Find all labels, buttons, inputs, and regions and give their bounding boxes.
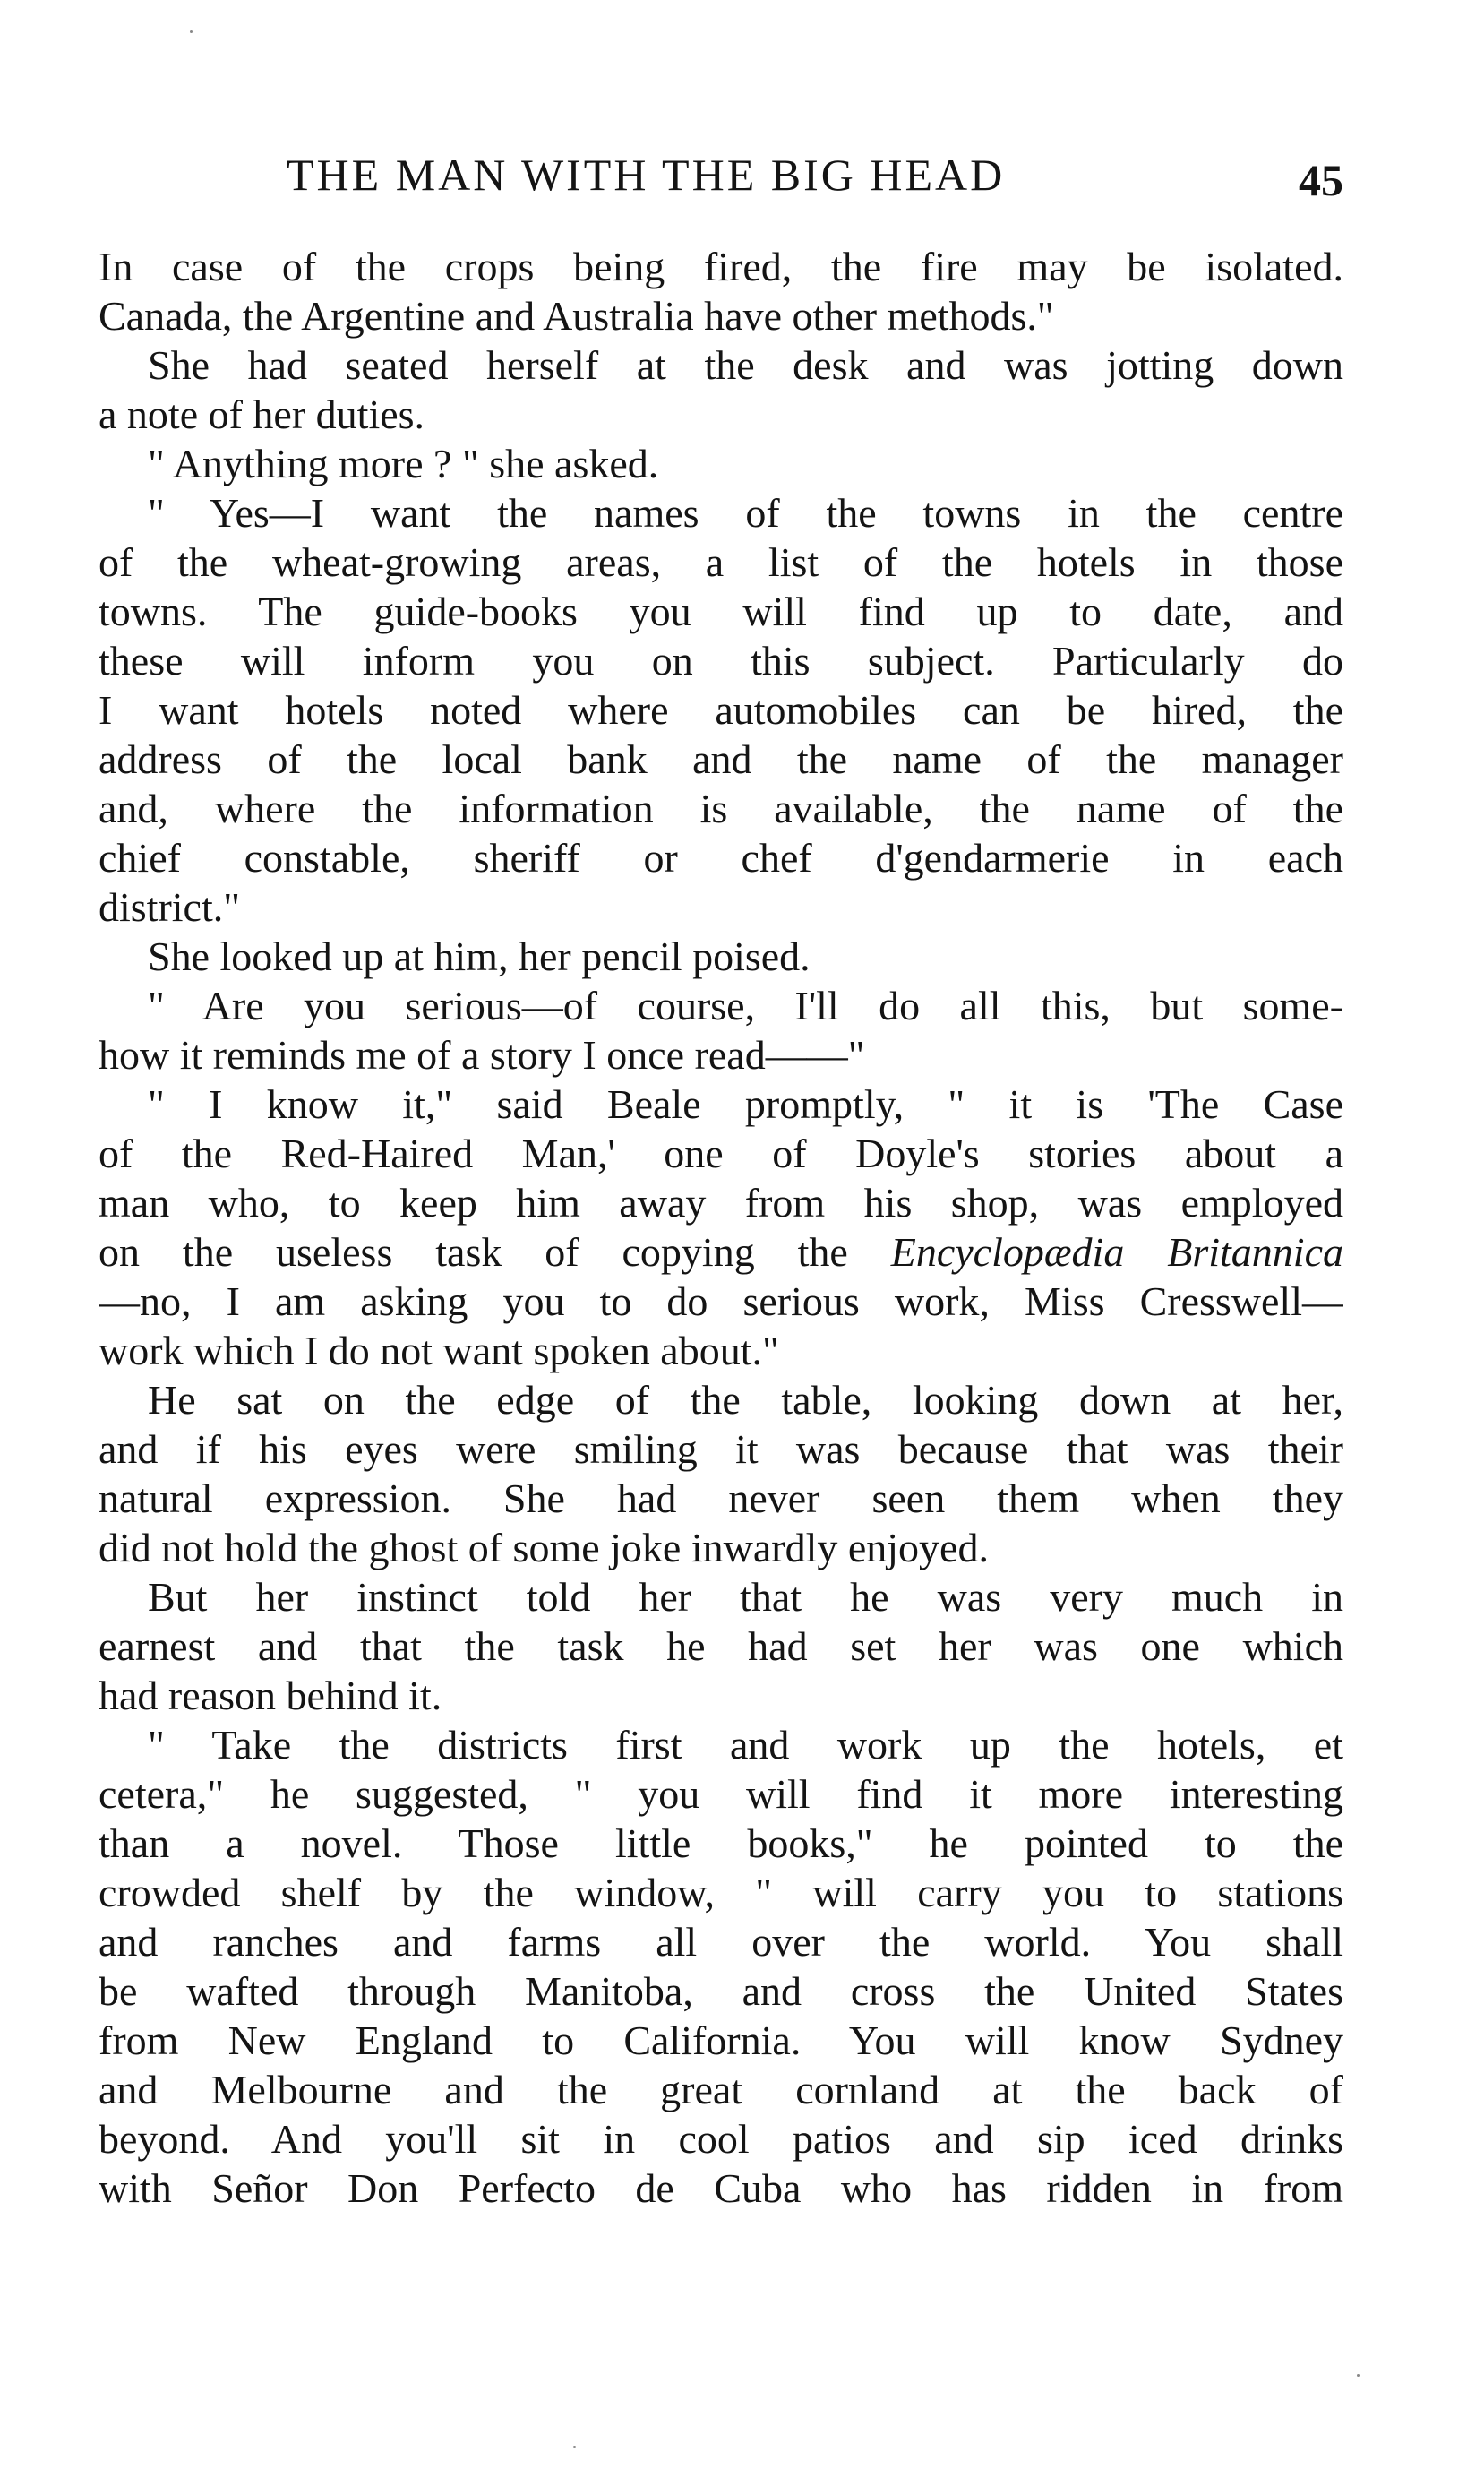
text-line <box>99 1277 1343 1326</box>
text-line-content: than a novel. Those little books," he pointed to the <box>99 1820 1343 1866</box>
text-line-content: from New England to California. You will know Sydney <box>99 2017 1343 2063</box>
text-line <box>99 1375 1343 1424</box>
text-line <box>99 1720 1343 1769</box>
text-line <box>99 587 1343 636</box>
text-line-content: of the Red-Haired Man,' one of Doyle's stories about a <box>99 1131 1343 1176</box>
text-line <box>99 833 1343 882</box>
text-line-content: work which I do not want spoken about." <box>99 1328 779 1373</box>
text-line <box>99 1424 1343 1474</box>
text-line <box>99 538 1343 587</box>
text-line-content: —no, I am asking you to do serious work, Miss Cresswell— <box>99 1278 1343 1324</box>
text-line <box>99 1030 1343 1080</box>
italic-title: Encyclopædia Britannica <box>890 1229 1343 1275</box>
text-line <box>99 1621 1343 1671</box>
text-line-content: towns. The guide-books you will find up to date, and <box>99 589 1343 634</box>
text-line-content: He sat on the edge of the table, looking down at her, <box>148 1377 1343 1423</box>
text-line <box>99 439 1343 488</box>
running-header <box>99 143 1343 206</box>
text-line <box>99 1572 1343 1621</box>
text-line-content: She looked up at him, her pencil poised. <box>148 933 811 979</box>
text-line <box>99 1671 1343 1720</box>
text-line-content: and if his eyes were smiling it was because that was their <box>99 1426 1343 1472</box>
text-line-content: did not hold the ghost of some joke inwardly enjoyed. <box>99 1525 989 1570</box>
text-line-content: natural expression. She had never seen them when they <box>99 1475 1343 1521</box>
text-line-content: earnest and that the task he had set her was one which <box>99 1623 1343 1669</box>
text-line-content: had reason behind it. <box>99 1673 442 1718</box>
text-line <box>99 1523 1343 1572</box>
text-line-content: She had seated herself at the desk and was jotting down <box>148 342 1343 388</box>
text-line-content: cetera," he suggested, " you will find it more interesting <box>99 1771 1343 1817</box>
text-line-content: In case of the crops being fired, the fire may be isolated. <box>99 244 1343 289</box>
text-line-content: Canada, the Argentine and Australia have other methods." <box>99 293 1054 339</box>
text-line <box>99 1178 1343 1227</box>
text-line <box>99 882 1343 932</box>
text-line <box>99 1326 1343 1375</box>
text-line <box>99 784 1343 833</box>
text-line-content: " Anything more ? " she asked. <box>148 441 659 486</box>
text-line-content: these will inform you on this subject. Particularly do <box>99 638 1343 684</box>
text-line <box>99 1917 1343 1966</box>
text-line-content: " Yes—I want the names of the towns in the centre <box>148 490 1343 536</box>
text-line-content: " Are you serious—of course, I'll do all this, but some- <box>148 983 1343 1028</box>
text-line-content: be wafted through Manitoba, and cross the United States <box>99 1968 1343 2014</box>
text-line <box>99 291 1343 340</box>
text-line-content: district." <box>99 884 241 930</box>
text-line <box>99 1819 1343 1868</box>
text-line-content: But her instinct told her that he was very much in <box>148 1574 1343 1620</box>
text-line-content: with Señor Don Perfecto de Cuba who has ridden in from <box>99 2165 1343 2211</box>
text-line-content: I want hotels noted where automobiles can be hired, the <box>99 687 1343 733</box>
text-line <box>99 340 1343 390</box>
text-line <box>99 1129 1343 1178</box>
text-line <box>99 735 1343 784</box>
text-line <box>99 242 1343 291</box>
text-line-content: of the wheat-growing areas, a list of the hotels in those <box>99 539 1343 585</box>
text-line-content: " I know it," said Beale promptly, " it is 'The Case <box>148 1081 1343 1127</box>
text-line <box>99 2163 1343 2213</box>
text-line <box>99 1080 1343 1129</box>
running-title: THE MAN WITH THE BIG HEAD <box>287 150 1006 200</box>
text-line <box>99 2114 1343 2163</box>
text-line <box>99 685 1343 735</box>
text-line-content: crowded shelf by the window, " will carry you to stations <box>99 1870 1343 1915</box>
text-line-content: man who, to keep him away from his shop, was employed <box>99 1180 1343 1226</box>
text-line-content: and Melbourne and the great cornland at the back of <box>99 2067 1343 2112</box>
text-line <box>99 636 1343 685</box>
scan-speck <box>1357 2374 1360 2377</box>
text-line-content: a note of her duties. <box>99 391 425 437</box>
text-line <box>99 488 1343 538</box>
text-line <box>99 1474 1343 1523</box>
text-line <box>99 1868 1343 1917</box>
text-line-content: and ranches and farms all over the world. You shall <box>99 1919 1343 1965</box>
text-line <box>99 1769 1343 1819</box>
text-line <box>99 932 1343 981</box>
text-line <box>99 2016 1343 2065</box>
text-line <box>99 390 1343 439</box>
text-line-content: chief constable, sheriff or chef d'gendarmerie in each <box>99 835 1343 881</box>
text-line <box>99 981 1343 1030</box>
text-line-content: on the useless task of copying the <box>99 1229 891 1275</box>
scan-speck <box>573 2446 576 2448</box>
text-line <box>99 1966 1343 2016</box>
scan-speck <box>190 30 193 33</box>
text-line-content: " Take the districts first and work up the hotels, et <box>148 1722 1343 1768</box>
text-line <box>99 1227 1343 1277</box>
page-number: 45 <box>1299 155 1343 205</box>
text-line-content: address of the local bank and the name of the manager <box>99 736 1343 782</box>
body-text <box>99 242 1343 2213</box>
text-line <box>99 2065 1343 2114</box>
text-line-content: and, where the information is available, the name of the <box>99 786 1343 831</box>
text-line-content: beyond. And you'll sit in cool patios and sip iced drinks <box>99 2116 1343 2162</box>
text-line-content: how it reminds me of a story I once read——" <box>99 1032 865 1078</box>
